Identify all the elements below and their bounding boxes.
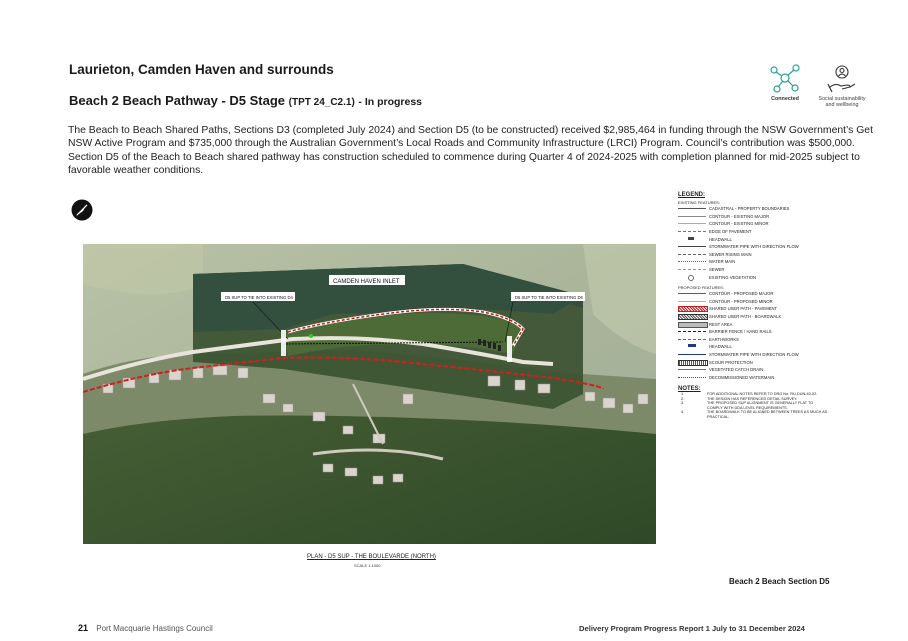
proposed-legend-symbol bbox=[678, 306, 706, 311]
existing-legend-item bbox=[678, 251, 828, 259]
note-text: FOR ADDITIONAL NOTES REFER TO DRG No. RU-DUN-40-02. bbox=[707, 392, 818, 397]
legend-existing-heading: EXISTING FEATURES: bbox=[678, 200, 720, 205]
aerial-image bbox=[83, 244, 656, 544]
proposed-legend-label: CONTOUR - PROPOSED MINOR bbox=[709, 298, 773, 304]
proposed-legend-item bbox=[678, 366, 828, 374]
social-label: Social sustainability and wellbeing bbox=[818, 96, 866, 109]
proposed-legend-label: VEGETATED CATCH DRAIN bbox=[709, 367, 764, 373]
existing-legend-symbol bbox=[678, 259, 706, 264]
proposed-legend-item bbox=[678, 336, 828, 344]
existing-legend-item bbox=[678, 235, 828, 243]
organisation-name: Port Macquarie Hastings Council bbox=[96, 624, 213, 633]
map-legend bbox=[678, 193, 828, 420]
proposed-legend-symbol bbox=[678, 344, 706, 349]
existing-legend-symbol bbox=[678, 244, 706, 249]
proposed-legend-symbol bbox=[678, 367, 706, 372]
proposed-legend-item bbox=[678, 320, 828, 328]
note-text: THE DESIGN HAS REFERENCED DETAIL SURVEY. bbox=[707, 396, 798, 401]
proposed-legend-label: STORMWATER PIPE WITH DIRECTION FLOW bbox=[709, 351, 799, 357]
social-theme bbox=[814, 62, 870, 109]
existing-legend-label: HEADWALL bbox=[709, 236, 732, 242]
legend-existing-list bbox=[678, 205, 828, 281]
existing-legend-symbol bbox=[678, 237, 706, 242]
proposed-legend-label: EARTHWORKS bbox=[709, 336, 739, 342]
proposed-legend-item bbox=[678, 358, 828, 366]
site-plan-map bbox=[83, 244, 656, 544]
connected-icon bbox=[767, 62, 803, 96]
proposed-legend-symbol bbox=[678, 291, 706, 296]
proposed-legend-label: SCOUR PROTECTION bbox=[709, 359, 753, 365]
project-status: - In progress bbox=[358, 96, 423, 108]
note-number: 4. bbox=[681, 410, 685, 415]
existing-legend-item bbox=[678, 266, 828, 274]
note-text: THE BOARDWALK TO BE ALIGNED BETWEEN TREES AS MUCH AS PRACTICAL. bbox=[707, 410, 828, 420]
existing-legend-symbol bbox=[678, 275, 706, 280]
proposed-legend-label: BARRIER FENCE / HAND RAILS bbox=[709, 329, 772, 335]
existing-legend-label: CONTOUR - EXISTING MAJOR bbox=[709, 213, 770, 219]
existing-legend-label: SEWER RISING MAIN bbox=[709, 251, 752, 257]
note-item bbox=[678, 401, 828, 410]
existing-legend-label: WATER MAIN bbox=[709, 259, 736, 265]
proposed-legend-label: HEADWALL bbox=[709, 344, 732, 350]
notes-list bbox=[678, 392, 828, 420]
plan-title: PLAN - D5 SUP - THE BOULEVARDE (NORTH) bbox=[307, 554, 436, 560]
proposed-legend-symbol bbox=[678, 337, 706, 342]
inlet-label: CAMDEN HAVEN INLET bbox=[333, 279, 400, 285]
connected-theme bbox=[760, 62, 810, 102]
proposed-legend-item bbox=[678, 328, 828, 336]
existing-legend-label: CADASTRAL - PROPERTY BOUNDARIES bbox=[709, 206, 790, 212]
existing-legend-label: STORMWATER PIPE WITH DIRECTION FLOW bbox=[709, 244, 799, 250]
proposed-legend-symbol bbox=[678, 375, 706, 380]
proposed-legend-symbol bbox=[678, 299, 706, 304]
figure-caption: Beach 2 Beach Section D5 bbox=[729, 577, 830, 586]
proposed-legend-item bbox=[678, 343, 828, 351]
existing-legend-item bbox=[678, 220, 828, 228]
existing-legend-symbol bbox=[678, 221, 706, 226]
existing-legend-symbol bbox=[678, 229, 706, 234]
project-description: The Beach to Beach Shared Paths, Sections D3 (completed July 2024) and Section D5 (to be constructed) received $2,985,464 in funding through the NSW Government’s Get NSW Active Program and $735,000 through the Australian Government’s Local Roads and Community Infrastructure (LRCI) Program. Council’s contribution was $500,000. Section D5 of the Beach to Beach shared pathway has construction scheduled to commence during Quarter 4 of 2024-2025 with completion planned for mid-2025 subject to favorable weather conditions. bbox=[68, 125, 873, 176]
note-text: THE PROPOSED SUP ALIGNMENT IS GENERALLY FLAT TO COMPLY WITH DDA LEVEL REQUIREMENTS. bbox=[707, 401, 814, 410]
note-number: 2. bbox=[681, 396, 685, 401]
existing-legend-symbol bbox=[678, 267, 706, 272]
legend-proposed-heading: PROPOSED FEATURES: bbox=[678, 284, 724, 290]
proposed-legend-symbol bbox=[678, 322, 706, 327]
existing-legend-label: EDGE OF PAVEMENT bbox=[709, 229, 752, 235]
existing-legend-symbol bbox=[678, 206, 706, 211]
social-sustainability-icon bbox=[824, 62, 860, 94]
plan-scale: SCALE 1:1000 bbox=[354, 563, 381, 568]
existing-legend-label: SEWER bbox=[709, 267, 725, 273]
existing-legend-symbol bbox=[678, 252, 706, 257]
existing-legend-item bbox=[678, 243, 828, 251]
notes-title: NOTES: bbox=[678, 386, 701, 393]
proposed-legend-label: DECOMMISSIONED WATERMAIN bbox=[709, 374, 775, 380]
tie-left-label: D5 SUP TO TIE INTO EXISTING D4 bbox=[225, 295, 293, 300]
project-name: Beach 2 Beach Pathway - D5 Stage bbox=[69, 93, 286, 108]
existing-legend-label: CONTOUR - EXISTING MINOR bbox=[709, 221, 769, 227]
existing-legend-item bbox=[678, 258, 828, 266]
proposed-legend-label: SHARED USER PATH - PAVEMENT bbox=[709, 306, 778, 312]
note-number: 3. bbox=[681, 401, 685, 406]
connected-label: Connected bbox=[771, 96, 799, 103]
legend-proposed-list bbox=[678, 290, 828, 381]
theme-icons bbox=[760, 62, 872, 110]
proposed-legend-label: SHARED USER PATH - BOARDWALK bbox=[709, 314, 782, 320]
proposed-legend-item bbox=[678, 305, 828, 313]
existing-legend-item bbox=[678, 273, 828, 281]
proposed-legend-symbol bbox=[678, 329, 706, 334]
project-title bbox=[69, 93, 422, 108]
proposed-legend-item bbox=[678, 313, 828, 321]
proposed-legend-item bbox=[678, 298, 828, 306]
existing-legend-item bbox=[678, 228, 828, 236]
note-item bbox=[678, 410, 828, 419]
proposed-legend-symbol bbox=[678, 314, 706, 319]
report-title: Delivery Program Progress Report 1 July to 31 December 2024 bbox=[579, 624, 805, 633]
tie-right-label: D5 SUP TO TIE INTO EXISTING D6 bbox=[515, 295, 583, 300]
proposed-legend-symbol bbox=[678, 352, 706, 357]
existing-legend-label: EXISTING VEGETATION bbox=[709, 274, 757, 280]
north-arrow-icon bbox=[71, 199, 93, 221]
project-code: (TPT 24_C2.1) bbox=[288, 97, 355, 108]
proposed-legend-symbol bbox=[678, 360, 706, 365]
existing-legend-symbol bbox=[678, 214, 706, 219]
note-number: 1. bbox=[681, 392, 685, 397]
existing-legend-item bbox=[678, 205, 828, 213]
section-area-title: Laurieton, Camden Haven and surrounds bbox=[69, 62, 334, 77]
legend-title: LEGEND: bbox=[678, 192, 705, 198]
proposed-legend-item bbox=[678, 373, 828, 381]
proposed-legend-label: CONTOUR - PROPOSED MAJOR bbox=[709, 291, 774, 297]
page-number: 21 bbox=[78, 623, 89, 633]
proposed-legend-item bbox=[678, 290, 828, 298]
proposed-legend-item bbox=[678, 351, 828, 359]
existing-legend-item bbox=[678, 213, 828, 221]
footer-left bbox=[78, 623, 213, 633]
proposed-legend-label: REST AREA bbox=[709, 321, 733, 327]
